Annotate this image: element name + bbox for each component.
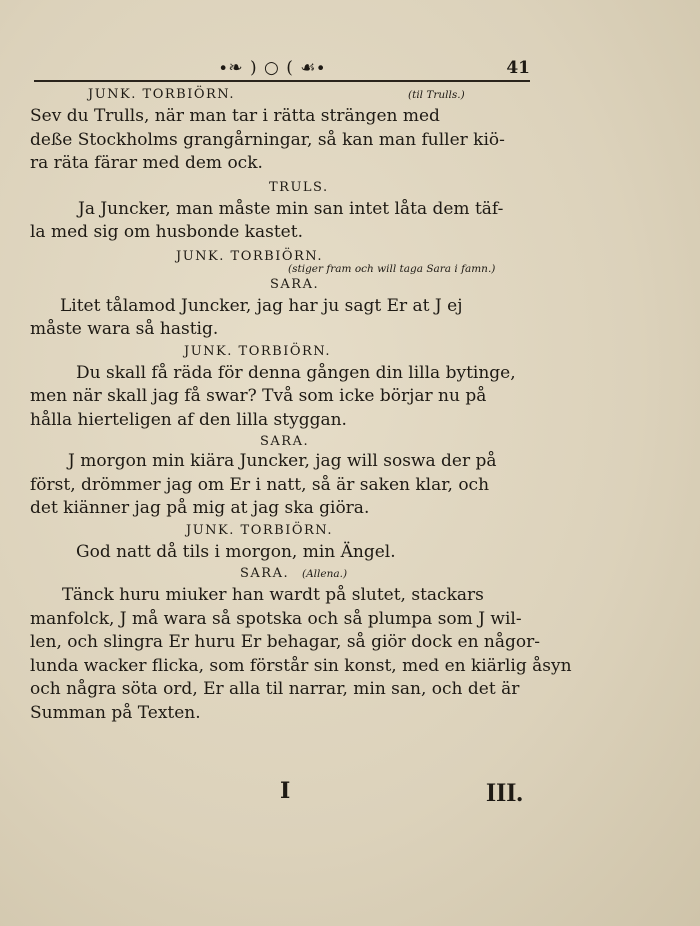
speech-line: Summan på Texten.: [30, 702, 201, 723]
speaker-heading: [30, 521, 532, 541]
page-number: 41: [506, 58, 530, 78]
speaker-name: SARA.: [270, 276, 320, 292]
speech-line: men när skall jag få swar? Två som icke börjar nu på: [30, 386, 487, 406]
speaker-name: SARA.: [260, 434, 310, 449]
speech: [30, 584, 572, 725]
speech-line: J morgon min kiära Juncker, jag will soswa der på: [68, 451, 497, 471]
speaker-name: SARA.: [240, 566, 290, 581]
speech: [30, 450, 532, 521]
speaker-heading: [30, 245, 532, 265]
speech-line: manfolck, J må wara så spotska och så plumpa som J wil-: [30, 608, 522, 629]
speaker-heading: [30, 176, 532, 198]
speech-line: Du skall få räda för denna gången din lilla bytinge,: [76, 362, 516, 383]
speech: [30, 105, 532, 176]
header-ornament: ∙❧ ) ○ ( ☙∙: [219, 58, 326, 78]
speaker-name: JUNK. TORBIÖRN.: [176, 248, 323, 264]
speech-line: och några söta ord, Er alla til narrar, min san, och det är: [30, 679, 520, 699]
stage-direction: (stiger fram och will taga Sara i famn.): [288, 262, 496, 275]
stage-direction: (til Trulls.): [408, 89, 465, 101]
speech-line: måste wara så hastig.: [30, 319, 219, 339]
speech-line: lunda wacker flicka, som förstår sin konst, med en kiärlig åsyn: [30, 655, 572, 676]
speaker-name: TRULS.: [269, 179, 329, 195]
speech-line: Sev du Trulls, när man tar i rätta strängen med: [30, 106, 440, 126]
speech-line: Tänck huru miuker han wardt på slutet, stackars: [62, 585, 484, 605]
catchword: III.: [486, 778, 523, 807]
speech-line: hålla hierteligen af den lilla styggan.: [30, 409, 347, 430]
speaker-heading: [30, 276, 532, 295]
speech-line: ra räta färar med dem ock.: [30, 153, 263, 173]
speaker-name: JUNK. TORBIÖRN.: [184, 343, 331, 359]
speaker-name: JUNK. TORBIÖRN.: [186, 522, 333, 538]
speech-line: God natt då tils i morgon, min Ängel.: [76, 541, 396, 562]
speech-line: Ja Juncker, man måste min san intet låta dem täf-: [78, 198, 504, 219]
stage-direction: (Allena.): [302, 568, 348, 580]
speech-line: det kiänner jag på mig at jag ska giöra.: [30, 498, 370, 518]
header-rule: [34, 80, 530, 82]
speaker-name: JUNK. TORBIÖRN.: [88, 87, 235, 102]
speech-line: Litet tålamod Juncker, jag har ju sagt Er at J ej: [60, 295, 463, 316]
speaker-heading: [30, 564, 532, 584]
speech-line: först, drömmer jag om Er i natt, så är saken klar, och: [30, 474, 490, 495]
play-text: [30, 86, 572, 725]
speech: [30, 198, 532, 245]
speech: [30, 295, 532, 342]
speech: [30, 541, 532, 565]
speech: [30, 362, 532, 433]
page-header: [34, 56, 530, 84]
speech-line: len, och slingra Er huru Er behagar, så giör dock en någor-: [30, 632, 540, 652]
signature-mark: I: [280, 778, 291, 804]
speaker-heading: [30, 342, 532, 362]
page-footer: [0, 778, 700, 818]
speaker-heading: [30, 432, 532, 450]
speech-line: deße Stockholms grangårningar, så kan man fuller kiö-: [30, 129, 505, 150]
speaker-heading: [30, 86, 532, 105]
speech-line: la med sig om husbonde kastet.: [30, 222, 303, 242]
